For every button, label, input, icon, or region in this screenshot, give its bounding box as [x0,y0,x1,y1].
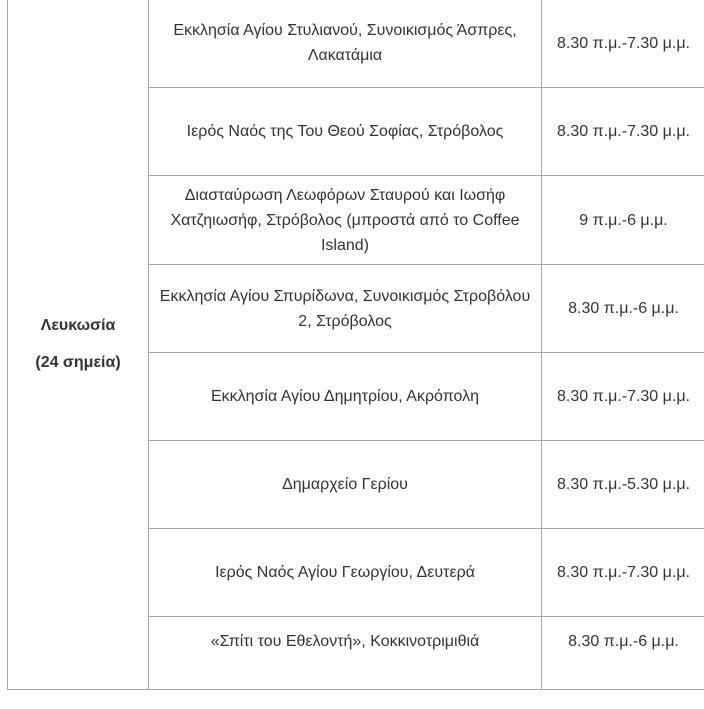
place-cell: Ιερός Ναός Αγίου Γεωργίου, Δευτερά [149,529,542,617]
locations-table [7,0,704,690]
place-cell: Ιερός Ναός της Του Θεού Σοφίας, Στρόβολος [149,88,542,176]
hours-cell: 8.30 π.μ.-6 μ.μ. [542,617,704,690]
hours-cell: 9 π.μ.-6 μ.μ. [542,176,704,265]
hours-cell: 8.30 π.μ.-5.30 μ.μ. [542,441,704,529]
district-count: (24 σημεία) [35,354,121,371]
hours-cell: 8.30 π.μ.-7.30 μ.μ. [542,0,704,88]
table-row [8,0,704,88]
locations-table-wrapper [7,0,704,690]
district-cell [8,0,149,690]
place-cell: «Σπίτι του Εθελοντή», Κοκκινοτριμιθιά [149,617,542,690]
hours-cell: 8.30 π.μ.-7.30 μ.μ. [542,529,704,617]
hours-cell: 8.30 π.μ.-6 μ.μ. [542,265,704,353]
place-cell: Εκκλησία Αγίου Σπυρίδωνα, Συνοικισμός Στροβόλου 2, Στρόβολος [149,265,542,353]
place-cell: Διασταύρωση Λεωφόρων Σταυρού και Ιωσήφ Χατζηιωσήφ, Στρόβολος (μπροστά από το Coffee Island) [149,176,542,265]
place-cell: Εκκλησία Αγίου Στυλιανού, Συνοικισμός Άσπρες, Λακατάμια [149,0,542,88]
hours-cell: 8.30 π.μ.-7.30 μ.μ. [542,353,704,441]
district-name: Λευκωσία [40,317,116,334]
place-cell: Εκκλησία Αγίου Δημητρίου, Ακρόπολη [149,353,542,441]
place-cell: Δημαρχείο Γερίου [149,441,542,529]
hours-cell: 8.30 π.μ.-7.30 μ.μ. [542,88,704,176]
